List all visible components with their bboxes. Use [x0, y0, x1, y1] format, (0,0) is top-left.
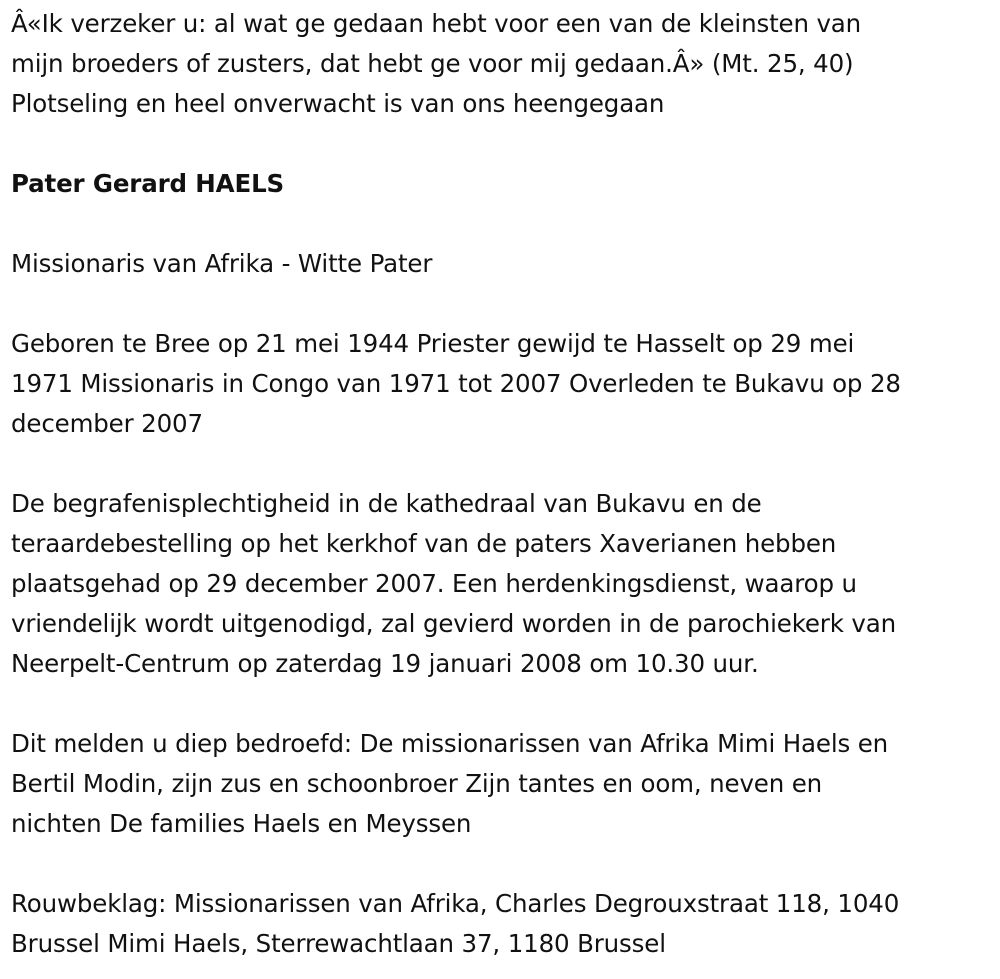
- funeral-line-4: vriendelijk wordt uitgenodigd, zal gevierd worden in de parochiekerk van: [11, 609, 896, 638]
- spacer: [11, 844, 991, 884]
- spacer: [11, 444, 991, 484]
- bible-quote-line-1: Â«Ik verzeker u: al wat ge gedaan hebt voor een van de kleinsten van: [11, 9, 862, 38]
- spacer: [11, 124, 991, 164]
- intro-line: Plotseling en heel onverwacht is van ons heengegaan: [11, 89, 665, 118]
- role-line: Missionaris van Afrika - Witte Pater: [11, 249, 433, 278]
- funeral-line-5: Neerpelt-Centrum op zaterdag 19 januari 2008 om 10.30 uur.: [11, 649, 759, 678]
- condolence-line-1: Rouwbeklag: Missionarissen van Afrika, Charles Degrouxstraat 118, 1040: [11, 889, 900, 918]
- condolence-line-2: Brussel Mimi Haels, Sterrewachtlaan 37, 1180 Brussel: [11, 929, 666, 958]
- family-line-2: Bertil Modin, zijn zus en schoonbroer Zijn tantes en oom, neven en: [11, 769, 823, 798]
- family-line-1: Dit melden u diep bedroefd: De missionarissen van Afrika Mimi Haels en: [11, 729, 889, 758]
- family-line-3: nichten De families Haels en Meyssen: [11, 809, 472, 838]
- spacer: [11, 204, 991, 244]
- bio-line-3: december 2007: [11, 409, 203, 438]
- deceased-name: Pater Gerard HAELS: [11, 169, 285, 198]
- spacer: [11, 284, 991, 324]
- bible-quote-line-2: mijn broeders of zusters, dat hebt ge voor mij gedaan.Â» (Mt. 25, 40): [11, 49, 854, 78]
- funeral-line-2: teraardebestelling op het kerkhof van de paters Xaverianen hebben: [11, 529, 837, 558]
- death-notice: [11, 4, 991, 964]
- bio-line-2: 1971 Missionaris in Congo van 1971 tot 2007 Overleden te Bukavu op 28: [11, 369, 901, 398]
- funeral-line-3: plaatsgehad op 29 december 2007. Een herdenkingsdienst, waarop u: [11, 569, 857, 598]
- spacer: [11, 684, 991, 724]
- bio-line-1: Geboren te Bree op 21 mei 1944 Priester gewijd te Hasselt op 29 mei: [11, 329, 855, 358]
- funeral-line-1: De begrafenisplechtigheid in de kathedraal van Bukavu en de: [11, 489, 762, 518]
